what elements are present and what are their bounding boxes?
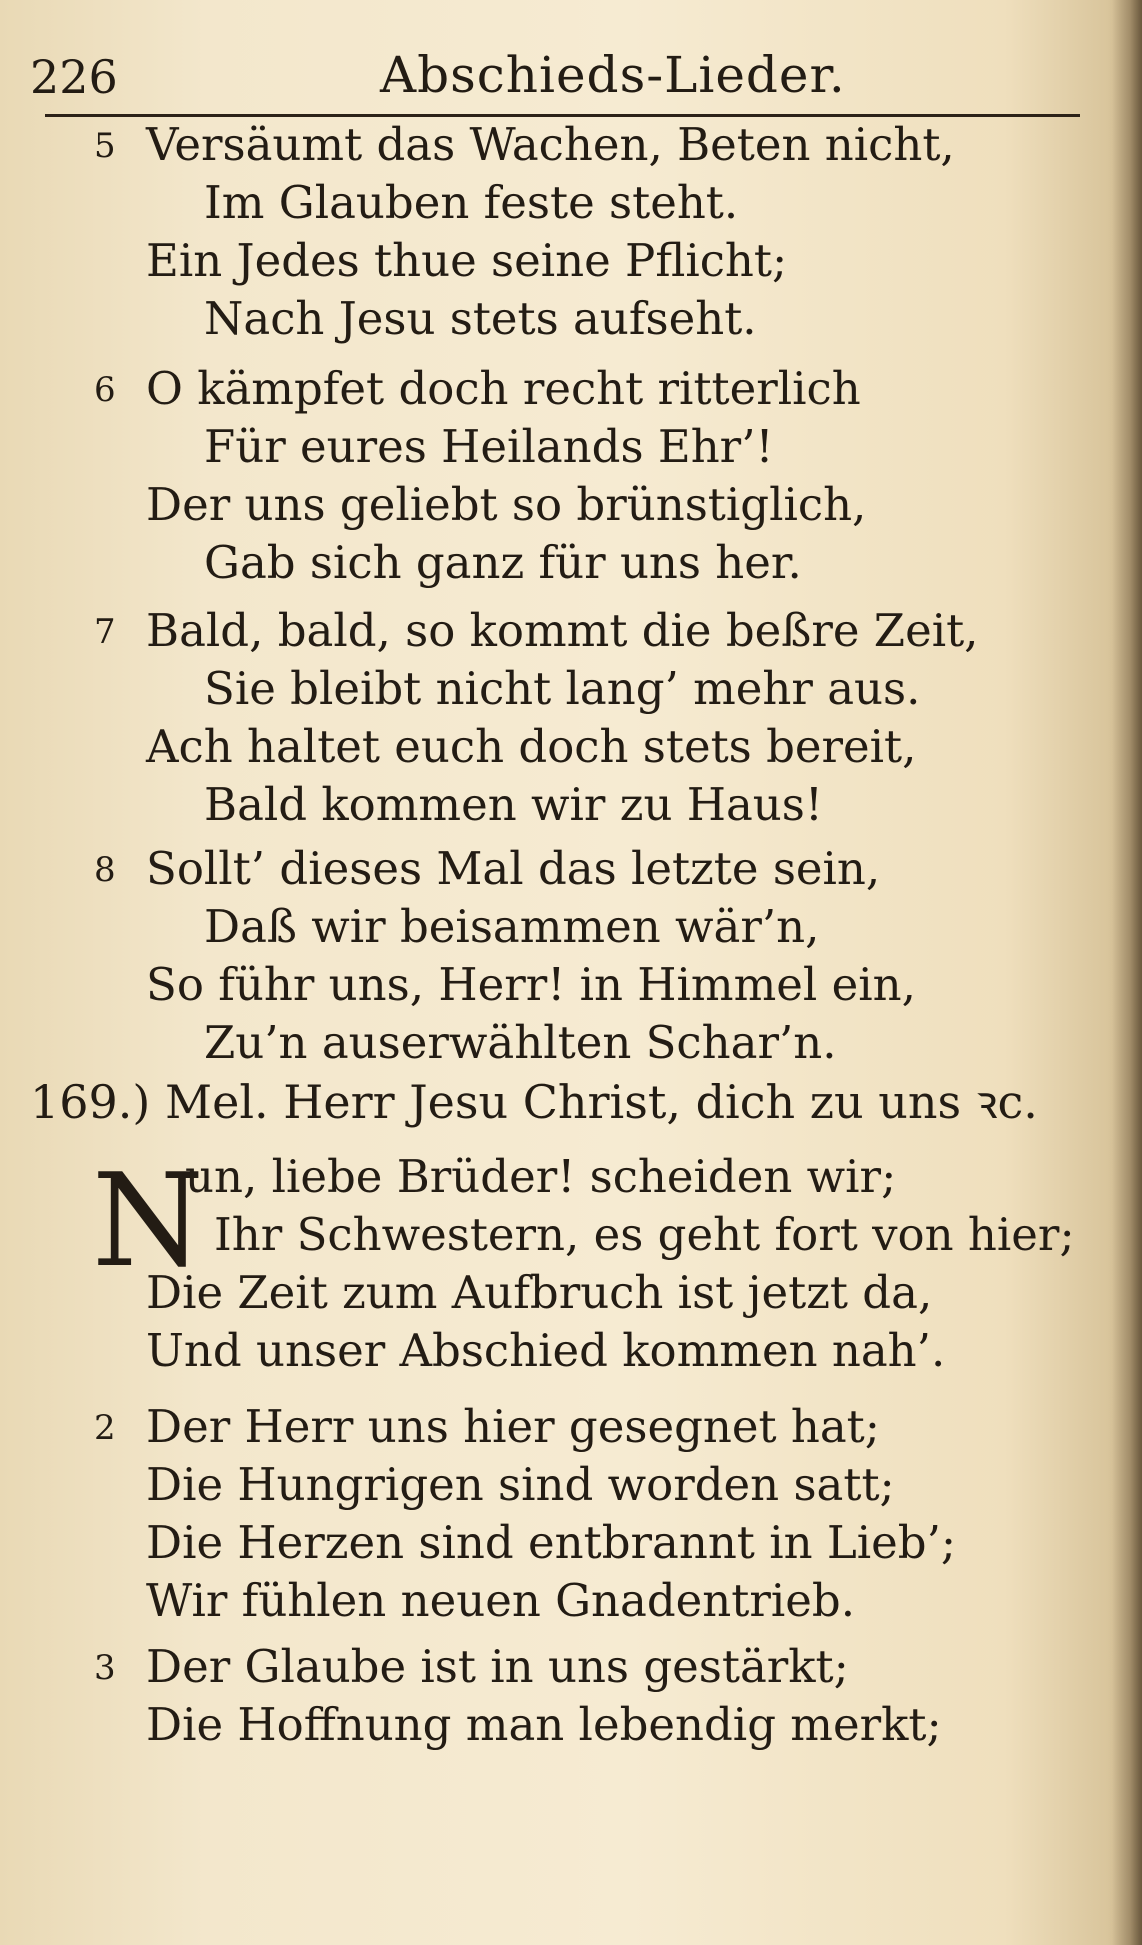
verse-line: Ach haltet euch doch stets bereit, — [146, 720, 917, 773]
verse-line: Sie bleibt nicht lang’ mehr aus. — [204, 662, 921, 715]
verse-number: 5 — [94, 126, 116, 166]
verse-line: Wir fühlen neuen Gnadentrieb. — [146, 1574, 856, 1627]
verse-line: Bald, bald, so kommt die beßre Zeit, — [146, 604, 979, 657]
verse-line: Die Zeit zum Aufbruch ist jetzt da, — [146, 1266, 933, 1319]
verse-number: 6 — [94, 370, 116, 410]
verse-line: Bald kommen wir zu Haus! — [204, 778, 823, 831]
verse-line: O kämpfet doch recht ritterlich — [146, 362, 861, 415]
page-number: 226 — [30, 50, 118, 104]
verse-line: Und unser Abschied kommen nah’. — [146, 1324, 946, 1377]
verse-line: Nach Jesu stets aufseht. — [204, 292, 757, 345]
page-gutter — [1112, 0, 1142, 1945]
verse-number: 8 — [94, 850, 116, 890]
verse-line: Die Hungrigen sind worden satt; — [146, 1458, 895, 1511]
verse-line: Versäumt das Wachen, Beten nicht, — [146, 118, 955, 171]
drop-cap: N — [92, 1147, 204, 1296]
hymn-heading: 169.) Mel. Herr Jesu Christ, dich zu uns ꝛc. — [30, 1075, 1038, 1129]
page-header — [30, 40, 1080, 110]
verse-line: Der uns geliebt so brünstiglich, — [146, 478, 867, 531]
verse-line: Die Herzen sind entbrannt in Lieb’; — [146, 1516, 957, 1569]
verse-line: un, liebe Brüder! scheiden wir; — [185, 1150, 897, 1203]
verse-number: 3 — [94, 1648, 116, 1688]
verse-line: Sollt’ dieses Mal das letzte sein, — [146, 842, 881, 895]
verse-line: Daß wir beisammen wär’n, — [204, 900, 820, 953]
header-rule — [45, 114, 1080, 117]
verse-line: Ihr Schwestern, es geht fort von hier; — [214, 1208, 1075, 1261]
verse-line: Ein Jedes thue seine Pflicht; — [146, 234, 788, 287]
verse-line: So führ uns, Herr! in Himmel ein, — [146, 958, 916, 1011]
verse-number: 2 — [94, 1408, 116, 1448]
verse-line: Zu’n auserwählten Schar’n. — [204, 1016, 837, 1069]
verse-line: Im Glauben feste steht. — [204, 176, 739, 229]
verse-line: Der Herr uns hier gesegnet hat; — [146, 1400, 880, 1453]
verse-number: 7 — [94, 612, 116, 652]
verse-line: Der Glaube ist in uns gestärkt; — [146, 1640, 849, 1693]
running-title: Abschieds-Lieder. — [380, 46, 846, 104]
verse-line: Gab sich ganz für uns her. — [204, 536, 802, 589]
verse-line: Für eures Heilands Ehr’! — [204, 420, 774, 473]
verse-line: Die Hoffnung man lebendig merkt; — [146, 1698, 942, 1751]
